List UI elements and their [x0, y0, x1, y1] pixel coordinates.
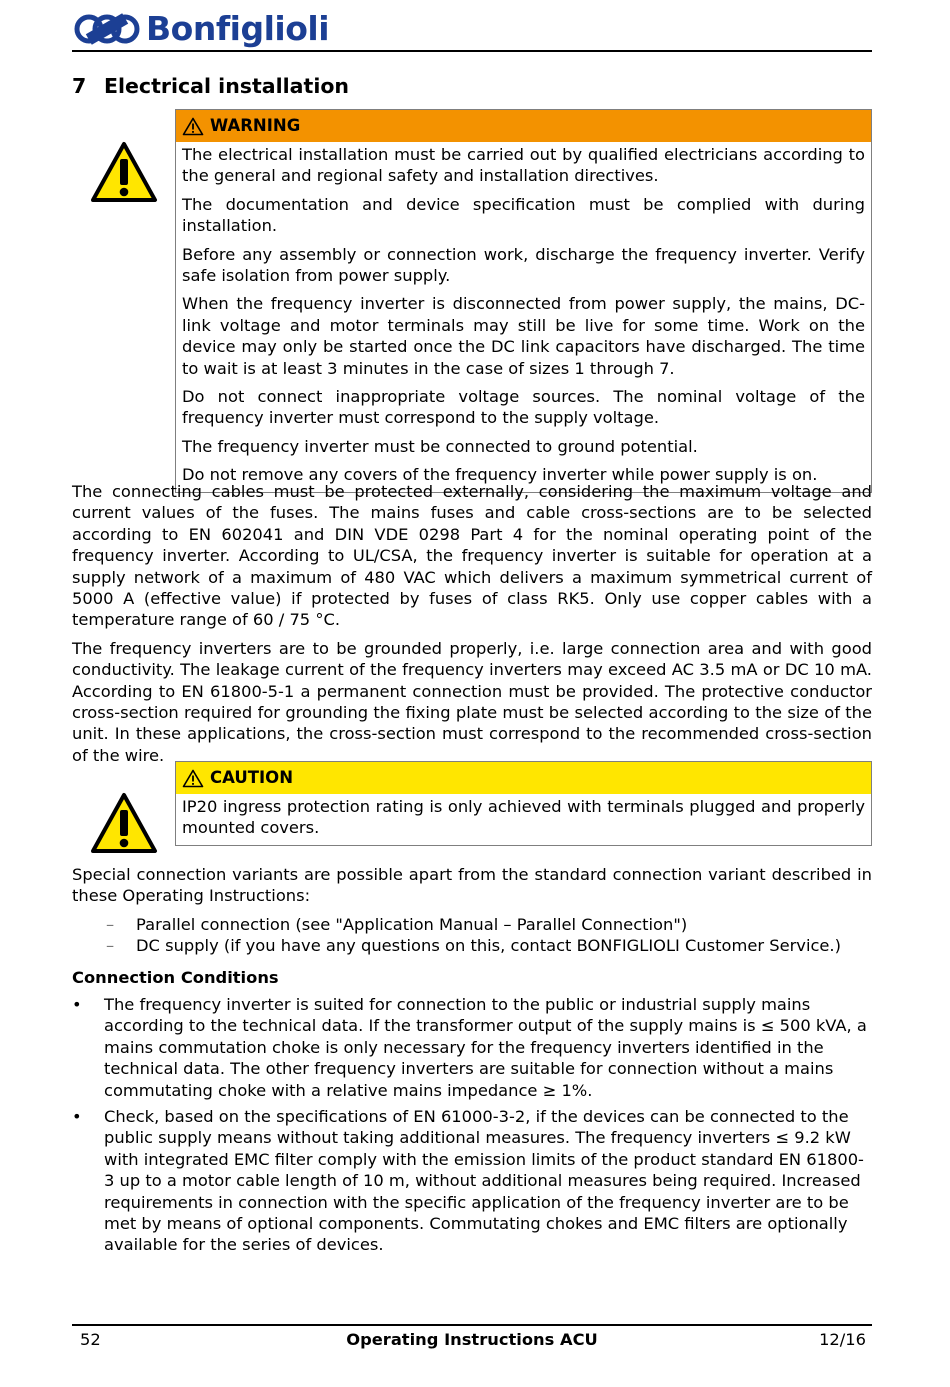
variants-intro-text: Special connection variants are possible apart from the standard connection variant described in these Operating Instructions: — [72, 865, 872, 906]
conditions-list — [72, 994, 872, 1261]
warning-triangle-icon — [182, 769, 204, 788]
body-paragraph: The frequency inverters are to be grounded properly, i.e. large connection area and with good conductivity. The leakage current of the frequency inverters may exceed AC 3.5 mA or DC 10 mA. According to EN 61800-5-1 a permanent connection must be provided. The protective conductor cross-section required for grounding the fixing plate must be selected according to the size of the unit. In these applications, the cross-section must correspond to the recommended cross-section of the wire. — [72, 638, 872, 765]
caution-header — [176, 762, 871, 794]
bonfiglioli-logo-icon — [72, 11, 142, 47]
caution-label: CAUTION — [210, 768, 293, 788]
warning-paragraph: Do not remove any covers of the frequency inverter while power supply is on. — [182, 465, 818, 485]
brand-name: Bonfiglioli — [146, 9, 330, 48]
document-date: 12/16 — [819, 1330, 866, 1349]
section-title-text: Electrical installation — [104, 74, 350, 98]
page-header — [72, 6, 872, 52]
caution-body — [176, 794, 871, 845]
list-item-text: Parallel connection (see "Application Manual – Parallel Connection") — [136, 915, 688, 934]
warning-paragraph: Before any assembly or connection work, discharge the frequency inverter. Verify safe isolation from power supply. — [182, 244, 865, 286]
variants-list — [72, 914, 872, 957]
caution-box — [175, 761, 872, 846]
list-item — [72, 994, 872, 1101]
list-item-text: Check, based on the specifications of EN 61000-3-2, if the devices can be connected to the public supply means without taking additional measures. The frequency inverters ≤ 9.2 kW with integrated EMC filter comply with the emission limits of the product standard EN 61800-3 up to a motor cable length of 10 m, without additional measures being required. Increased requirements in connection with the specific application of the frequency inverter are to be met by means of optional components. Commutating chokes and EMC filters are optionally available for the series of devices. — [104, 1107, 864, 1255]
warning-paragraph: The frequency inverter must be connected to ground potential. — [182, 436, 698, 456]
warning-paragraph: When the frequency inverter is disconnected from power supply, the mains, DC-link voltage and motor terminals may still be live for some time. Work on the device may only be started once the DC link capacitors have discharged. The time to wait is at least 3 minutes in the case of sizes 1 through 7. — [182, 294, 865, 378]
warning-body — [176, 142, 871, 492]
list-item — [72, 1106, 872, 1256]
body-text — [72, 481, 872, 773]
hazard-exclamation-icon — [90, 141, 158, 203]
list-item-text: DC supply (if you have any questions on this, contact BONFIGLIOLI Customer Service.) — [136, 936, 841, 956]
warning-paragraph: The electrical installation must be carried out by qualified electricians according to the general and regional safety and installation directives. — [182, 145, 865, 186]
list-item — [72, 914, 872, 935]
list-item — [72, 935, 872, 956]
warning-triangle-icon — [182, 117, 204, 136]
list-item-text: The frequency inverter is suited for connection to the public or industrial supply mains according to the technical data. If the transformer output of the supply mains is ≤ 500 kVA, a mains commutation choke is only necessary for the frequency inverters identified in the technical data. The other frequency inverters are suitable for connection without a mains commutating choke with a relative mains impedance ≥ 1%. — [104, 995, 867, 1100]
bullet-marker: • — [72, 995, 82, 1014]
caution-text: IP20 ingress protection rating is only achieved with terminals plugged and properly mounted covers. — [182, 797, 865, 838]
section-title — [72, 73, 349, 99]
warning-label: WARNING — [210, 116, 301, 136]
dash-marker: – — [106, 936, 115, 956]
connection-conditions-heading: Connection Conditions — [72, 968, 279, 987]
dash-marker: – — [106, 915, 115, 934]
bullet-marker: • — [72, 1107, 82, 1127]
variants-intro — [72, 864, 872, 914]
section-number: 7 — [72, 74, 87, 98]
warning-header — [176, 110, 871, 142]
warning-paragraph: The documentation and device specification must be complied with during installation. — [182, 194, 865, 236]
hazard-exclamation-icon — [90, 792, 158, 854]
body-paragraph: The connecting cables must be protected externally, considering the maximum voltage and current values of the fuses. The mains fuses and cable cross-sections are to be selected according to EN 602041 and DIN VDE 0298 Part 4 for the nominal operating point of the frequency inverter. According to UL/CSA, the frequency inverter is suitable for operation at a supply network of a maximum of 480 VAC which delivers a maximum symmetrical current of 5000 A (effective value) if protected by fuses of class RK5. Only use copper cables with a temperature range of 60 / 75 °C. — [72, 482, 872, 630]
warning-paragraph: Do not connect inappropriate voltage sources. The nominal voltage of the frequency inverter must correspond to the supply voltage. — [182, 387, 865, 428]
document-title: Operating Instructions ACU — [346, 1330, 598, 1349]
warning-box — [175, 109, 872, 493]
page-footer — [72, 1324, 872, 1356]
page-number: 52 — [80, 1330, 101, 1349]
brand-logo — [72, 10, 329, 48]
